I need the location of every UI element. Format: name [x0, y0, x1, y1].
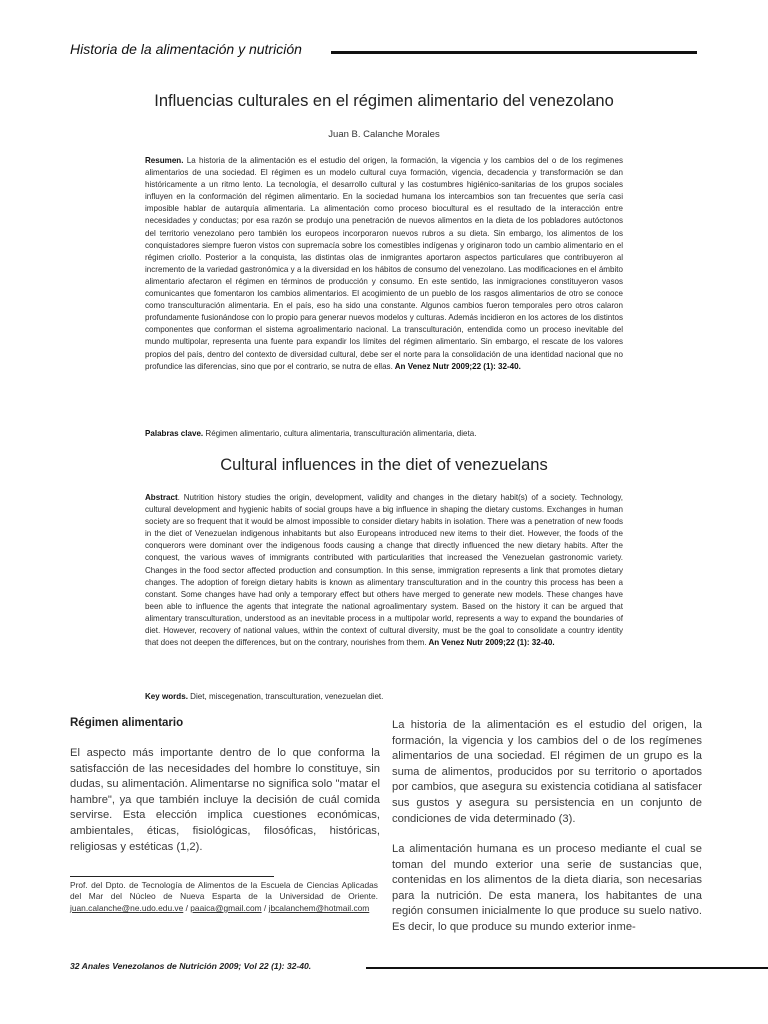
right-column-paragraph-2	[392, 842, 702, 936]
running-head: Historia de la alimentación y nutrición	[70, 41, 302, 57]
footnote-separator: /	[261, 902, 269, 913]
author-footnote	[70, 880, 378, 914]
resumen-label: Resumen.	[145, 156, 184, 165]
resumen-block	[145, 155, 623, 373]
keywords-label: Key words.	[145, 692, 188, 701]
abstract-block	[145, 492, 623, 649]
footer-rule	[366, 967, 768, 969]
footnote-rule	[70, 876, 274, 877]
right-column-paragraph-1	[392, 718, 702, 827]
email-link-2[interactable]: paaica@gmail.com	[190, 902, 262, 913]
abstract-citation: An Venez Nutr 2009;22 (1): 32-40.	[426, 638, 555, 648]
page-footer: 32 Anales Venezolanos de Nutrición 2009; Vol 22 (1): 32-40.	[70, 961, 312, 971]
right-paragraph-2: La alimentación humana es un proceso mediante el cual se toman del mundo exterior una serie de sustancias que, contenidas en los alimentos de la dieta diaria, son necesarias para la nutrición. De esta manera, los habitantes de una región consumen inicialmente lo que produce su suelo nativo. Es decir, lo que produce su mundo exterior inme-	[392, 843, 702, 933]
palabras-clave-label: Palabras clave.	[145, 429, 204, 438]
left-paragraph: El aspecto más importante dentro de lo que conforma la satisfacción de las necesidades del hombre lo constituye, sin dudas, su alimentación. Alimentarse no significa solo "matar el hambre", ya que también incluye la decisión de cuál comida servirse. Esta elección implica cuestiones económicas, ambientales, éticas, fisiológicas, filosóficas, históricas, religiosas y estéticas (1,2).	[70, 747, 380, 853]
email-link-1[interactable]: juan.calanche@ne.udo.edu.ve	[70, 902, 184, 913]
resumen-citation: An Venez Nutr 2009;22 (1): 32-40.	[392, 361, 521, 371]
section-heading: Régimen alimentario	[70, 717, 184, 729]
abstract-label: Abstract	[145, 493, 178, 502]
right-paragraph-1: La historia de la alimentación es el estudio del origen, la formación, la vigencia y los cambios del o de los regímenes alimentarios de una sociedad. El régimen de un grupo es la suma de alimentos, producidos por su territorio o aportados por cambios, que asegura su existencia cotidiana al satisfacer sus gustos y asegura su persistencia en un conjunto de condiciones de vida determinado (3).	[392, 719, 702, 825]
left-column-paragraph	[70, 746, 380, 855]
email-link-3[interactable]: jbcalanchem@hotmail.com	[268, 902, 370, 913]
article-title-en: Cultural influences in the diet of venezuelans	[220, 456, 548, 474]
keywords-block	[145, 691, 623, 703]
author: Juan B. Calanche Morales	[328, 129, 440, 140]
palabras-clave-block	[145, 428, 623, 440]
footnote-separator: /	[183, 902, 191, 913]
article-title-es: Influencias culturales en el régimen alimentario del venezolano	[154, 92, 614, 110]
header-rule	[331, 51, 697, 54]
resumen-text: La historia de la alimentación es el estudio del origen, la formación, la vigencia y los cambios del o de los regimenes alimentarios de una sociedad. El régimen es un modelo cultural cuya formación, vigencia, decadencia y transformación se dan históricamente a un ritmo lento. La tecnología, el desarrollo cultural y las costumbres higiénico-sanitarias de los grupos sociales influyen en la conformación del régimen alimentario. En la sociedad humana los intercambios son tan frecuentes que sería casi imposible hablar de autarquía alimentaria. La alimentación como proceso biocultural es el resultado de la interacción entre necesidades y conductas; por esa razón se produjo una penetración de nuevos alimentos en la dieta de los pobladores autóctonos del territorio venezolano pero también los europeos incorporaron nuevos rubros a su dieta. Sin embargo, los alimentos de los conquistadores siempre fueron vistos con supremacía sobre los comestibles indígenas y originaron todo un cambio alimentario en el régimen criollo. Posterior a la conquista, las distintas olas de inmigrantes aportaron aspectos particulares que contribuyeron al incremento de la variedad gastronómica y a la diversidad en los hábitos de consumo del venezolano. Las modificaciones en el ámbito alimentario afectaron el régimen en términos de producción y consumo. En este sentido, las inmigraciones constituyeron vasos comunicantes que fomentaron los cambios alimentarios. El acogimiento de un pueblo de los rasgos alimentarios de otro se conoce como transculturación alimentaria. En el país, eso ha sido una constante. Algunos cambios fueron temporales pero otros calaron profundamente fusionándose con lo propio para generar nuevos modelos y culturas. Además incidieron en los actores de los distintos componentes que conforman el sistema agroalimentario nacional. La transculturación, entendida como un proceso inevitable del mundo multipolar, representa una fuente para expandir los límites del régimen alimentario. Sin embargo, el rescate de los valores propios del país, dentro del contexto de diversidad cultural, debe ser el norte para la consolidación de una identidad nacional que no profundice las diferencias, sino que por el contrario, se nutra de ellas.	[145, 156, 623, 371]
keywords-text: Diet, miscegenation, transculturation, venezuelan diet.	[187, 692, 384, 701]
abstract-text: . Nutrition history studies the origin, development, validity and changes in the dietary habit(s) of a society. Technology, cultural development and hygienic habits of social groups have a big influence in shaping the dietary customs. Exchanges in human society are so frequent that it would be almost impossible to consider dietary habits in isolation. There was a penetration of new foods in the diet of Venezuelan indigenous inhabitants but also Europeans introduced new items to their diet. However, the foods of the conquerors were dominant over the indigenous foods causing a change that directly influenced the new dietary habits. After the conquest, the various waves of immigrants contributed with particularities that increased the Venezuelan gastronomic variety. Changes in the food sector affected production and consumption. In this sense, immigration represents a link that promotes dietary changes. The adoption of foreign dietary habits is known as alimentary transculturation and in the country this process has been a constant. Some changes have had only a temporary effect but others have merged to generate new models. These changes have been able to influence the agents that integrate the national agroalimentary system. Based on the history it can be argued that alimentary transculturation, understood as an inevitable process in a multipolar world, represents a way to expand the boundaries of diet. However, recovery of national values, within the context of cultural diversity, must be the goal to consolidate a country identity that does not deepen the differences, but on the contrary, nourishes from them.	[145, 493, 623, 648]
footnote-text: Prof. del Dpto. de Tecnología de Alimentos de la Escuela de Ciencias Aplicadas del Mar del Núcleo de Nueva Esparta de la Universidad de Oriente.	[70, 880, 378, 902]
palabras-clave-text: Régimen alimentario, cultura alimentaria, transculturación alimentaria, dieta.	[203, 429, 477, 438]
